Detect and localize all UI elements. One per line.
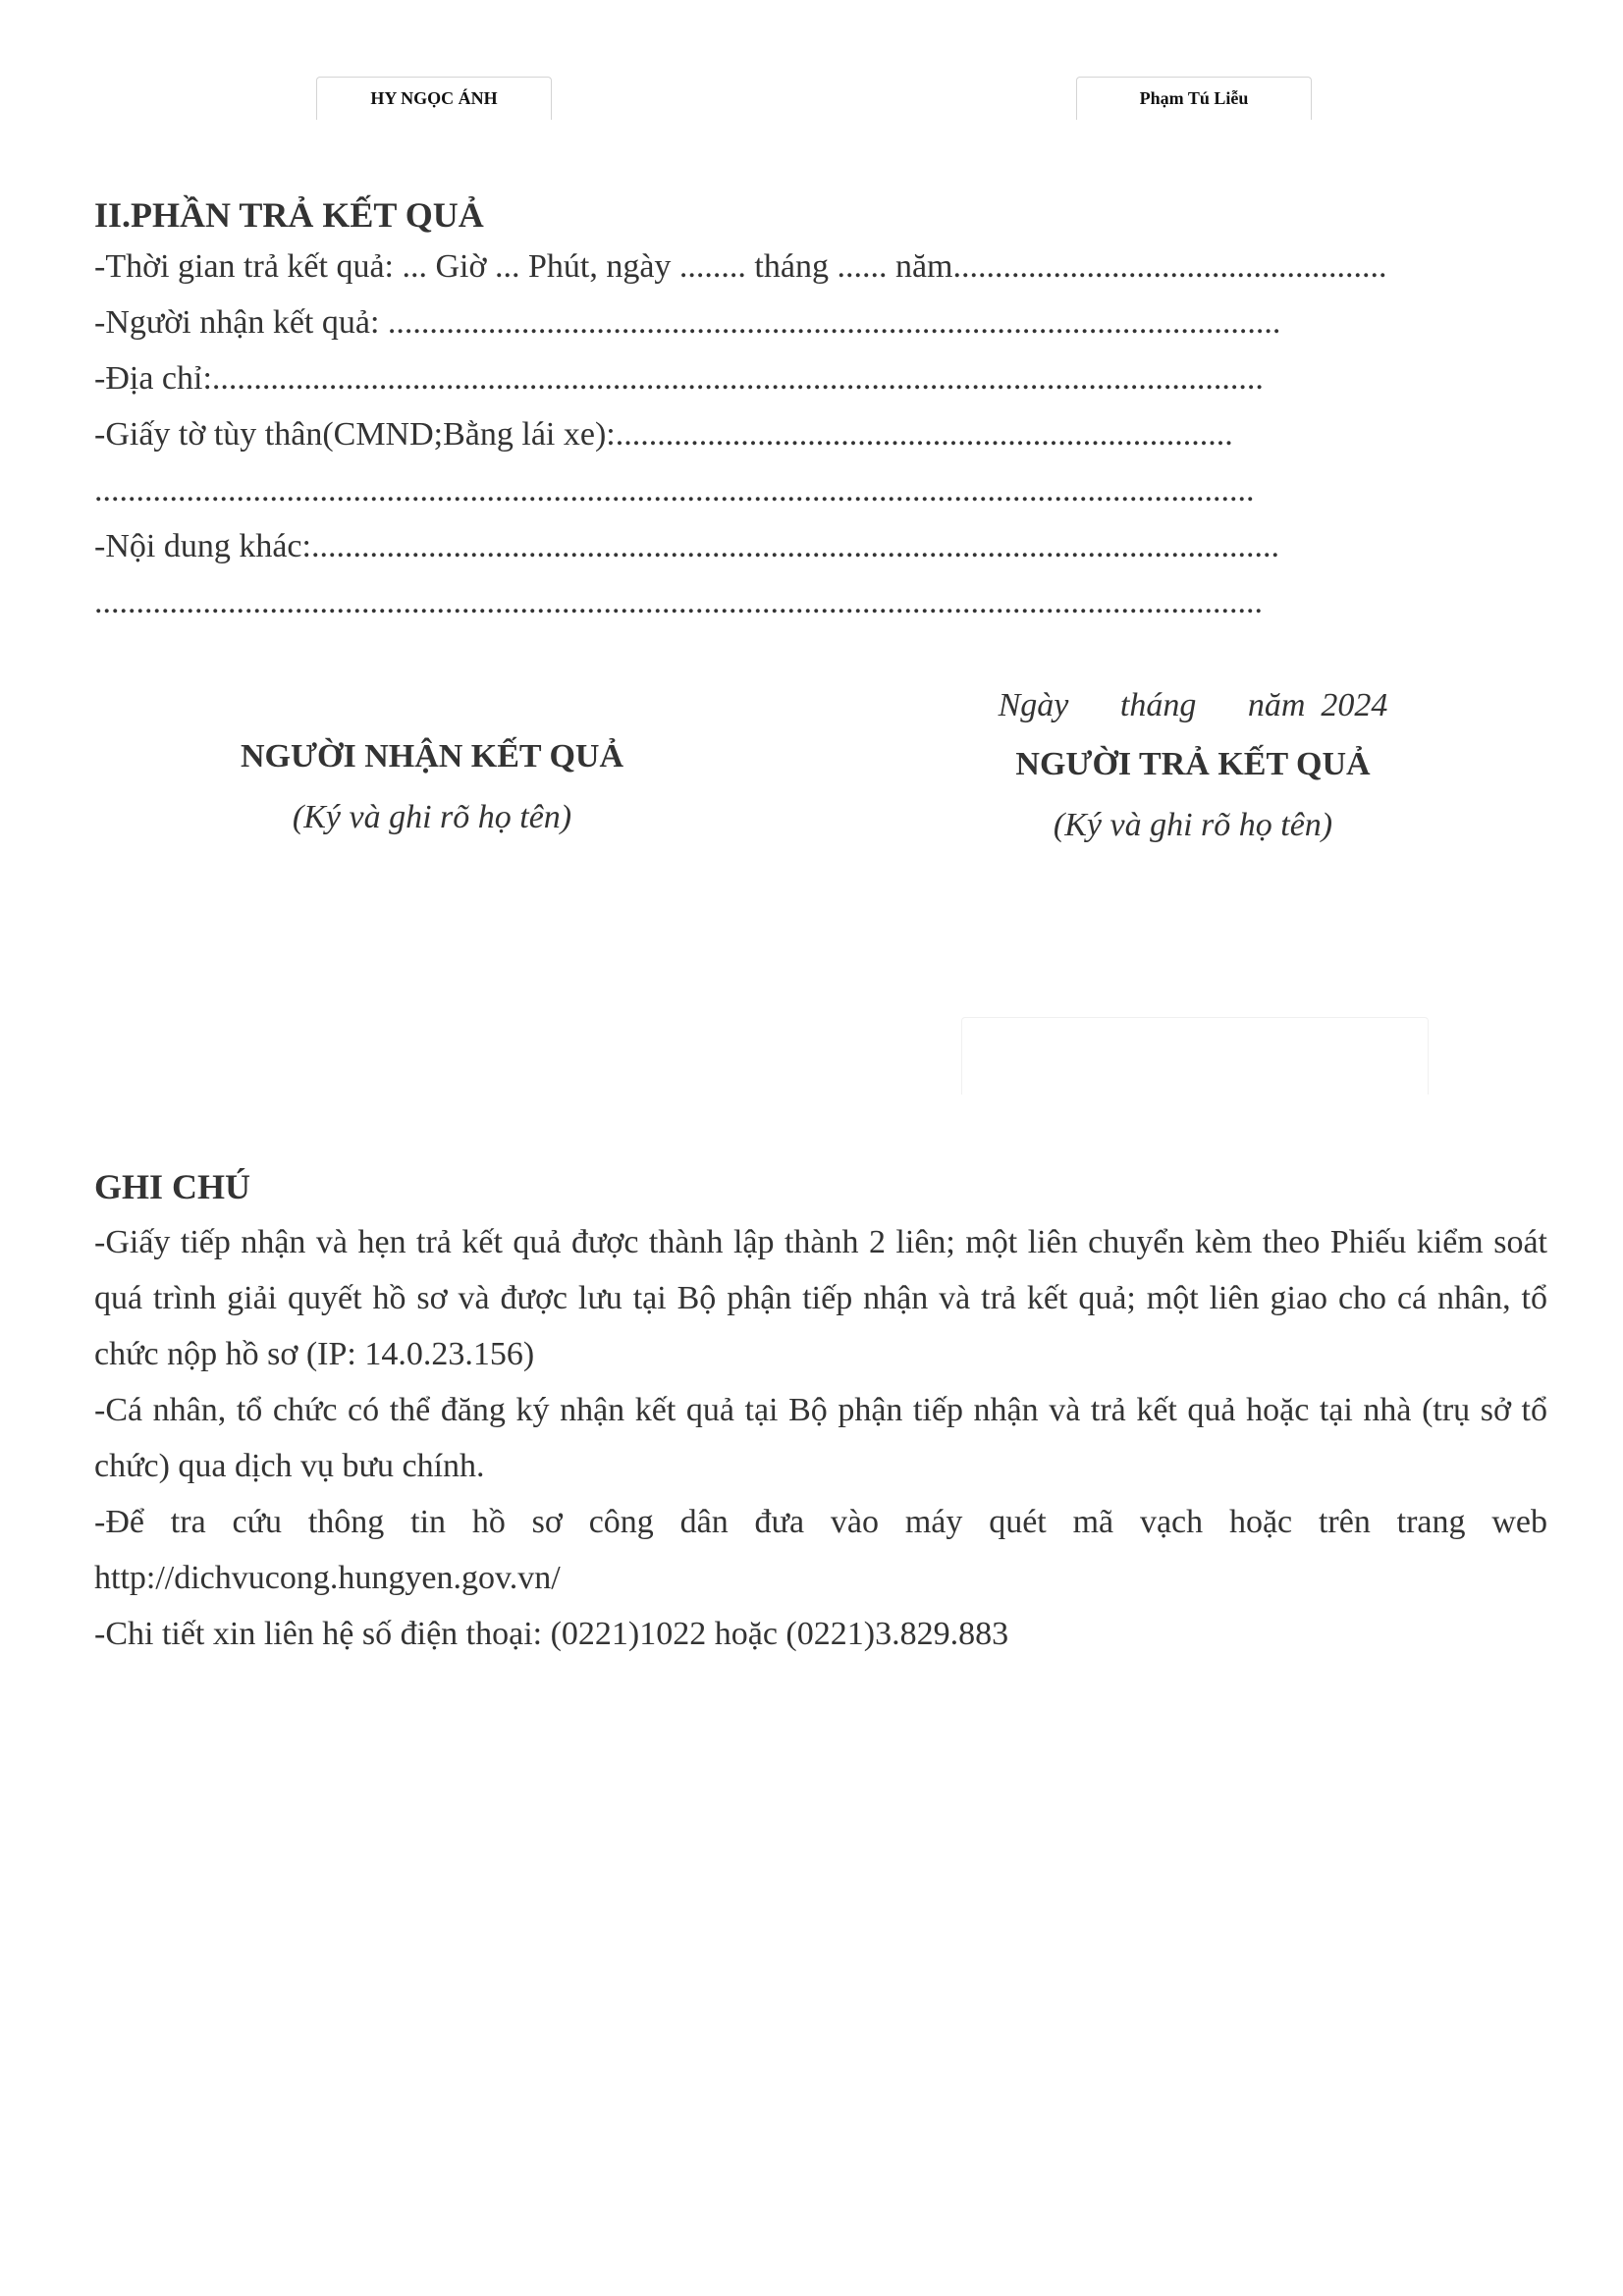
date-year-label: năm [1247, 687, 1306, 723]
note-paragraph-receipt: -Giấy tiếp nhận và hẹn trả kết quả được thành lập thành 2 liên; một liên chuyển kèm theo Phiếu kiểm soát quá trình giải quyết hồ sơ và được lưu tại Bộ phận tiếp nhận và trả kết quả; một liên giao cho cá nhân, tổ chức nộp hồ sơ (IP: 14.0.23.156) [94, 1224, 1547, 1373]
result-other-content-line: -Nội dung khác:.................................................................................................................... [94, 528, 1279, 565]
signature-placeholder-box [961, 1017, 1429, 1095]
returner-signature-hint: (Ký và ghi rõ họ tên) [1053, 807, 1333, 843]
date-month-label: tháng [1119, 687, 1197, 723]
result-address-line: -Địa chỉ:.............................................................................................................................. [94, 360, 1264, 398]
result-section [94, 194, 1547, 630]
signer-name-box-right [1076, 77, 1312, 120]
result-time-line: -Thời gian trả kết quả: ... Giờ ... Phút, ngày ........ tháng ...... năm.................................................... [94, 248, 1387, 286]
note-paragraph-lookup: -Để tra cứu thông tin hồ sơ công dân đưa vào máy quét mã vạch hoặc trên trang web http://dichvucong.hungyen.gov.vn/ [94, 1504, 1547, 1597]
result-section-heading: II.PHẦN TRẢ KẾT QUẢ [94, 195, 484, 235]
notes-section [94, 1166, 1547, 1662]
result-id-document-line: -Giấy tờ tùy thân(CMND;Bằng lái xe):.......................................................................... [94, 416, 1233, 454]
signer-name-right: Phạm Tú Liễu [1139, 88, 1249, 108]
result-id-document-continuation: ........................................................................................................................................... [94, 472, 1255, 509]
notes-heading: GHI CHÚ [94, 1167, 251, 1206]
signer-name-left: HY NGỌC ÁNH [370, 88, 498, 108]
date-year-value: 2024 [1321, 687, 1388, 723]
date-day-label: Ngày [998, 687, 1069, 723]
returner-signature-block [889, 687, 1497, 844]
result-other-content-continuation: ............................................................................................................................................ [94, 584, 1263, 621]
receiver-signature-hint: (Ký và ghi rõ họ tên) [292, 799, 572, 835]
receiver-signature-title: NGƯỜI NHẬN KẾT QUẢ [240, 738, 624, 774]
returner-signature-title: NGƯỜI TRẢ KẾT QUẢ [1015, 746, 1371, 782]
receiver-signature-block [137, 738, 727, 836]
note-paragraph-postal: -Cá nhân, tổ chức có thể đăng ký nhận kết quả tại Bộ phận tiếp nhận và trả kết quả hoặc tại nhà (trụ sở tổ chức) qua dịch vụ bưu chính. [94, 1392, 1547, 1485]
result-receiver-line: -Người nhận kết quả: ........................................................................................................... [94, 304, 1281, 342]
note-paragraph-contact: -Chi tiết xin liên hệ số điện thoại: (0221)1022 hoặc (0221)3.829.883 [94, 1616, 1009, 1653]
signer-name-box-left [316, 77, 552, 120]
returner-signature-date [889, 687, 1497, 724]
